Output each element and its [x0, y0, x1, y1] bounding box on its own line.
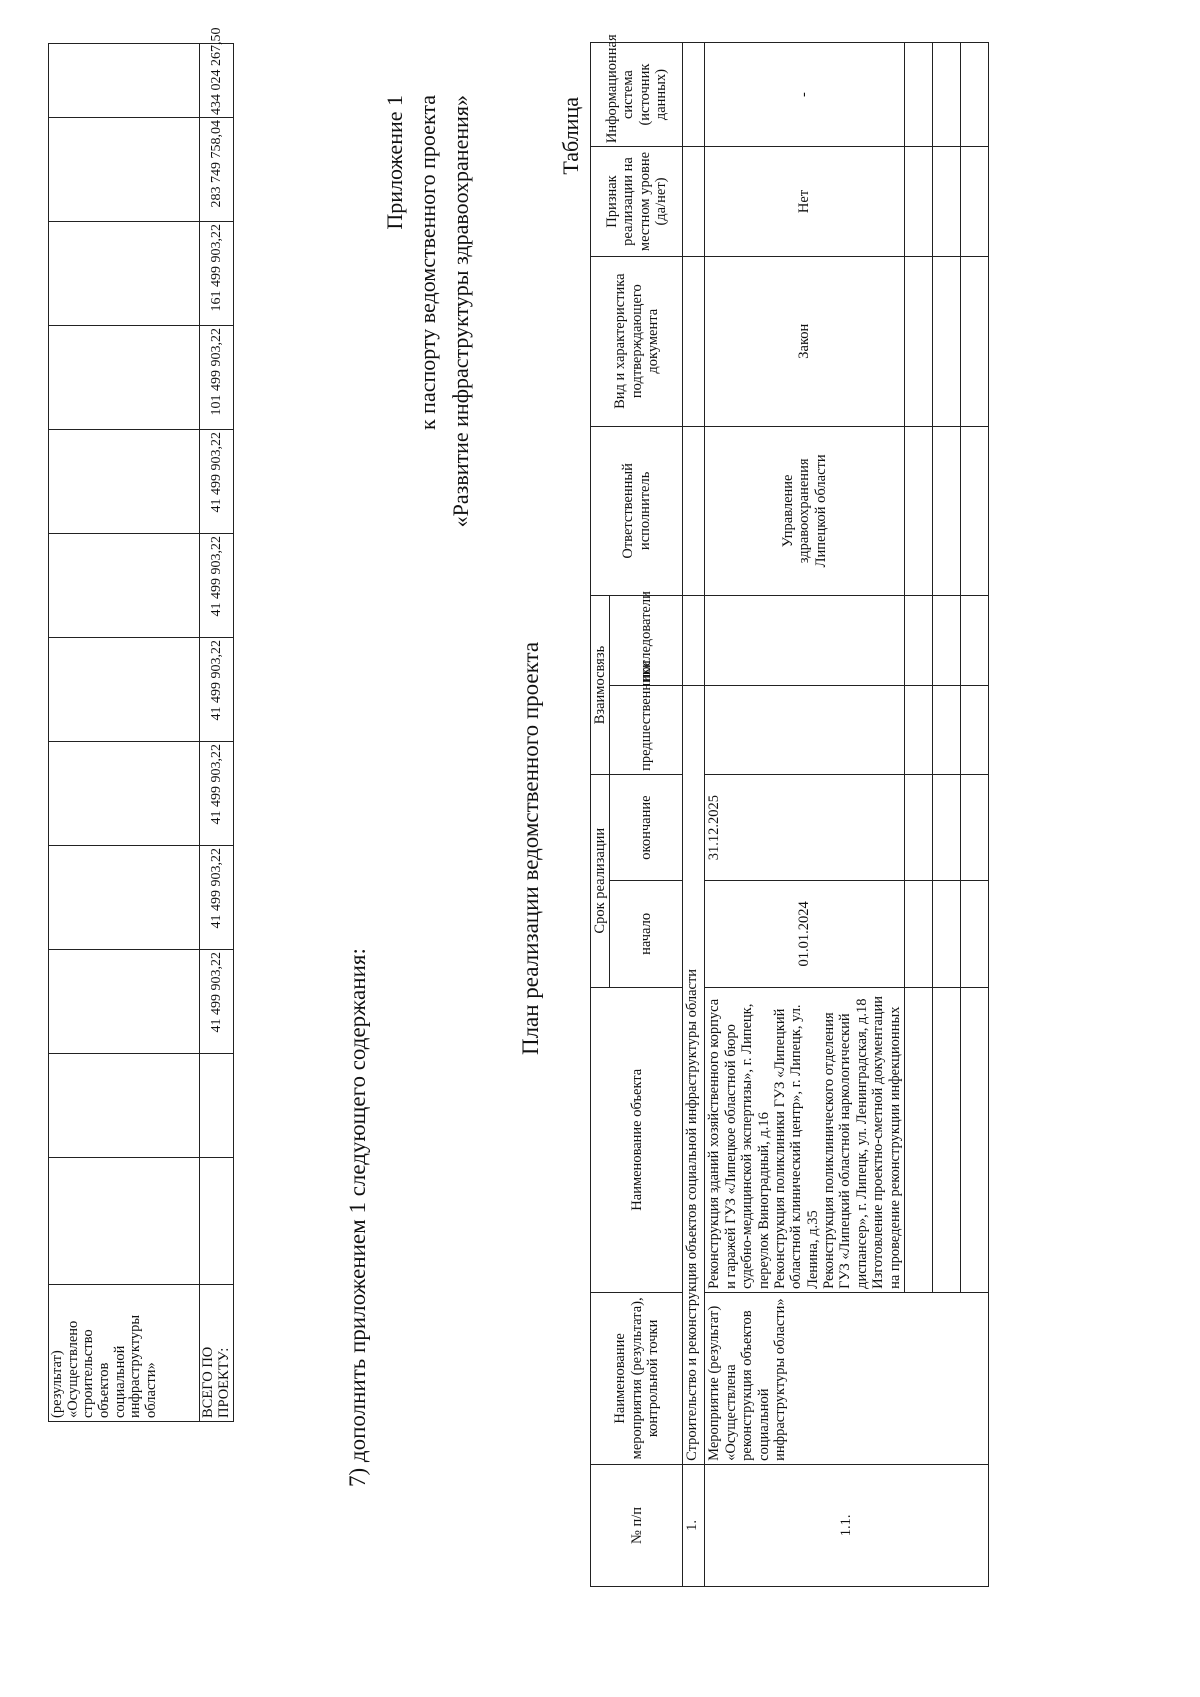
- index-row: [683, 43, 705, 1587]
- total-value: 434 024 267,50: [200, 44, 234, 118]
- object-item: Реконструкция поликлиники ГУЗ «Липецкий областной клинический центр», г. Липецк, ул. Ленина, д.35: [771, 1004, 821, 1289]
- row-local: Нет: [705, 147, 905, 257]
- row-info: -: [705, 43, 905, 147]
- object-item: Реконструкция поликлинического отделения ГУЗ «Липецкий областной наркологический диспансер», г. Липецк, ул. Ленинградская, д.18: [821, 998, 870, 1289]
- plan-title: План реализации ведомственного проекта: [518, 641, 543, 1056]
- total-value: 41 499 903,22: [200, 742, 234, 846]
- row-object: [705, 987, 905, 1292]
- appendix-line: «Развитие инфраструктуры здравоохранения»: [448, 95, 473, 528]
- finance-row-result: [49, 44, 200, 1422]
- row-responsible: Управление здравоохранения Липецкой области: [705, 426, 905, 596]
- row-doc: Закон: [705, 256, 905, 426]
- col-doc-header: Вид и характеристика подтверждающего документа: [591, 256, 683, 426]
- col-predecessors-header: предшественники: [610, 685, 683, 774]
- col-event-header: Наименование мероприятия (результата), контрольной точки: [591, 1292, 683, 1464]
- finance-table: [48, 27, 234, 1422]
- col-relation-header: Взаимосвязь: [591, 596, 610, 775]
- col-start-header: начало: [610, 881, 683, 987]
- col-object-header: Наименование объекта: [591, 987, 683, 1292]
- total-value: 41 499 903,22: [200, 430, 234, 534]
- appendix-line: Приложение 1: [382, 95, 407, 230]
- section-title: Строительство и реконструкция объектов социальной инфраструктуры области: [683, 685, 705, 1464]
- header-row: [591, 43, 610, 1587]
- instruction-text: 7) дополнить приложением 1 следующего содержания:: [345, 948, 370, 1487]
- table-label: Таблица: [558, 97, 583, 175]
- col-responsible-header: Ответственный исполнитель: [591, 426, 683, 596]
- col-term-header: Срок реализации: [591, 774, 610, 987]
- object-item: Реконструкция зданий хозяйственного корпуса и гаражей ГУЗ «Липецкое областной бюро судебно-медицинской экспертизы», г. Липецк, переулок Виноградный, д.16: [706, 998, 772, 1289]
- total-value: 101 499 903,22: [200, 326, 234, 430]
- section-num: 1.: [683, 1464, 705, 1586]
- total-value: 41 499 903,22: [200, 950, 234, 1054]
- row-num: 1.1.: [705, 1464, 989, 1586]
- row-start: 01.01.2024: [705, 881, 905, 987]
- col-successors-header: последователи: [610, 596, 683, 685]
- col-local-header: Признак реализации на местном уровне (да/нет): [591, 147, 683, 257]
- col-num-header: № п/п: [591, 1464, 683, 1586]
- row-end: 31.12.2025: [705, 774, 905, 880]
- finance-row-total: [200, 44, 234, 1422]
- plan-row: [705, 43, 905, 1587]
- total-value: 41 499 903,22: [200, 534, 234, 638]
- appendix-header: [378, 95, 477, 527]
- row-event: Мероприятие (результат) «Осуществлена реконструкция объектов социальной инфраструктуры области»: [705, 1292, 989, 1464]
- total-value: 161 499 903,22: [200, 222, 234, 326]
- col-info-header: Информационная система (источник данных): [591, 43, 683, 147]
- object-item: Изготовление проектно-сметной документации на проведение реконструкции инфекционных: [870, 995, 903, 1289]
- total-label: ВСЕГО ПО ПРОЕКТУ:: [200, 1285, 234, 1422]
- appendix-line: к паспорту ведомственного проекта: [415, 95, 440, 431]
- result-label: (результат) «Осуществлено строительство объектов социальной инфраструктуры области»: [49, 1285, 200, 1422]
- total-value: 41 499 903,22: [200, 638, 234, 742]
- plan-table: [590, 34, 989, 1587]
- col-end-header: окончание: [610, 774, 683, 880]
- total-value: 283 749 758,04: [200, 118, 234, 222]
- total-value: 41 499 903,22: [200, 846, 234, 950]
